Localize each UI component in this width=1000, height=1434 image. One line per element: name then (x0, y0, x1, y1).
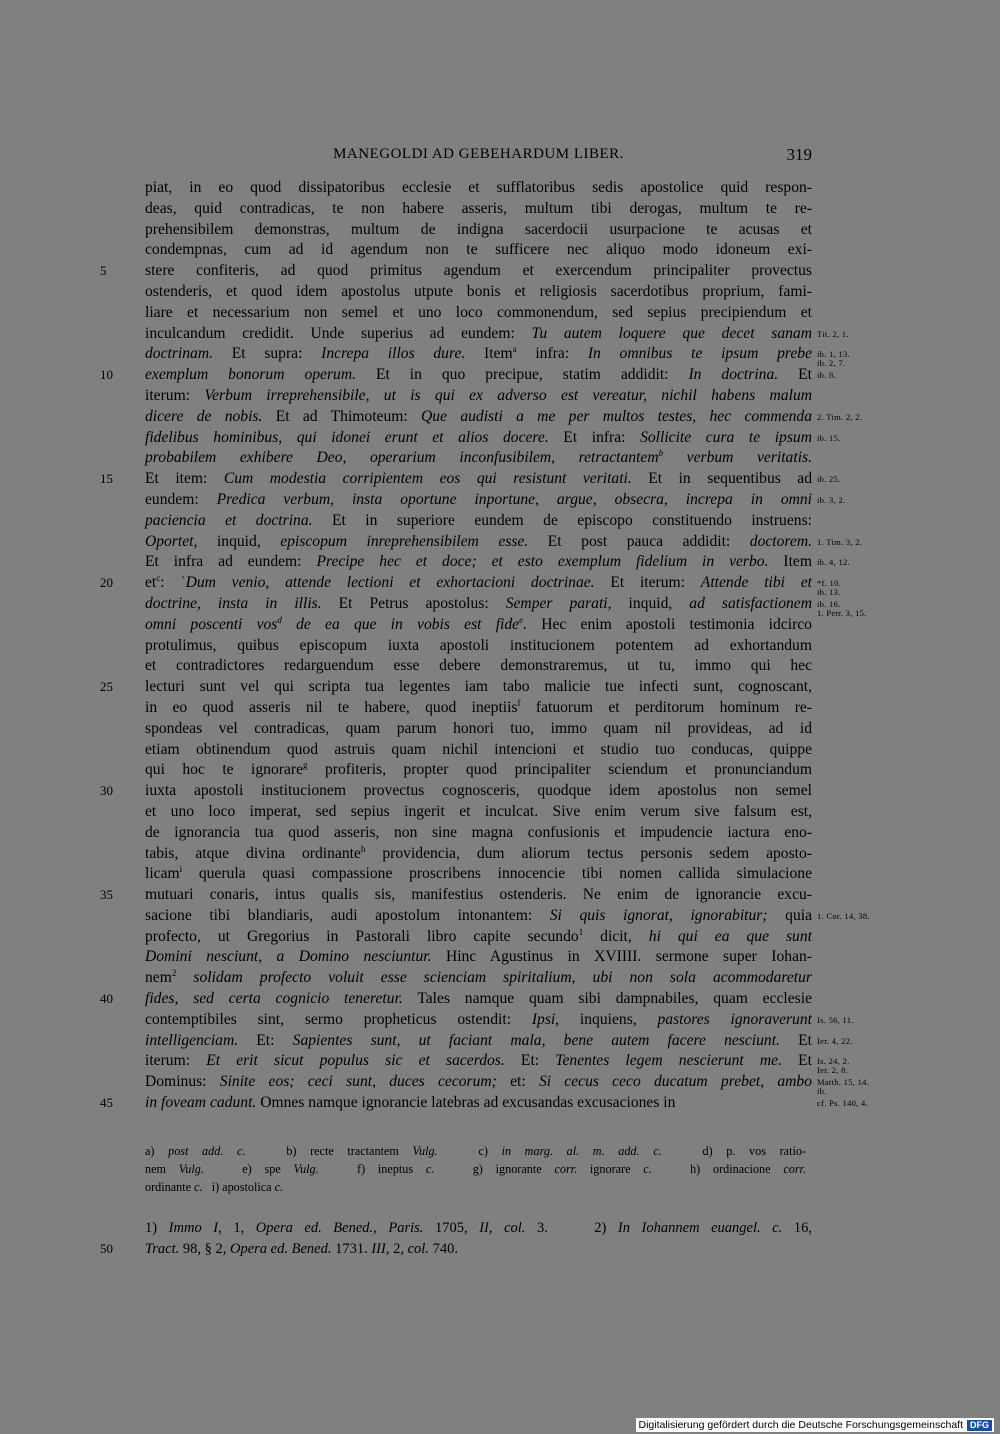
line-text: contemptibiles sint, sermo propheticus ostendit: Ipsi, inquiens, pastores ignoraverunt (145, 1010, 812, 1028)
line-text: de ignorancia tua quod asseris, non sine magna confusionis et impudencie iactura eno- (145, 823, 812, 841)
text-line (0, 220, 1000, 241)
line-text: inculcandum credidit. Unde superius ad eundem: Tu autem loquere que decet sanam (145, 324, 812, 342)
text-line (0, 448, 1000, 469)
text-line (0, 740, 1000, 761)
line-text: dicere de nobis. Et ad Thimoteum: Que audisti a me per multos testes, hec commenda (145, 407, 813, 425)
marginal-reference: ib. 25. (817, 474, 841, 485)
text-line (0, 885, 1000, 906)
line-text: Et infra ad eundem: Precipe hec et doce; et esto exemplum fidelium in verbo. Item (145, 553, 812, 571)
line-text: nem$^2$ solidam profecto voluit esse scienciam spiritalium, ubi non sola acommodaretur (145, 968, 812, 987)
marginal-reference: ib. 15. (817, 432, 841, 443)
text-line (0, 511, 1000, 532)
text-line (0, 324, 1000, 345)
marginal-reference: 2. Tim. 2, 2. (817, 411, 863, 422)
line-text: etiam obtinendum quod astruis quam nichil intencioni et studio tuo conducas, quippe (145, 740, 812, 758)
text-line (0, 594, 1000, 618)
marginal-reference: Tit. 2, 1. (817, 328, 849, 339)
marginal-reference: Is. 56, 11. (817, 1014, 854, 1025)
text-line (0, 989, 1000, 1010)
text-line (0, 1051, 1000, 1076)
page-number: 319 (786, 145, 812, 164)
marginal-reference: Ier. 4, 22. (817, 1035, 853, 1046)
line-text: spondeas vel contradicas, quam parum honori tuo, immo quam nil provideas, ad id (145, 719, 812, 737)
text-line (0, 490, 1000, 511)
text-line (0, 636, 1000, 657)
dfg-logo: DFG (967, 1420, 992, 1431)
text-line (0, 906, 1000, 927)
running-title: MANEGOLDI AD GEBEHARDUM LIBER. (333, 146, 624, 162)
line-number: 20 (100, 575, 113, 591)
line-text: iterum: Verbum irreprehensibile, ut is qui ex adverso est vereatur, nichil habens malum (145, 386, 812, 404)
line-text: condempnas, cum ad id agendum non te sufficere nec aliquo modo idoneum exi- (145, 241, 812, 259)
line-text: probabilem exhibere Deo, operarium inconfusibilem, retractantem$^b$ verbum veritatis. (145, 448, 812, 467)
marginal-reference: ib. 16. 1. Petr. 3, 15. (817, 598, 867, 618)
marginal-reference: cf. Ps. 140, 4. (817, 1098, 869, 1109)
line-text: $et^c$: ˈDum venio, attende lectioni et exhortacioni doctrinae. Et iterum: Attende tibi et (145, 572, 813, 592)
line-text: Oportet, inquid, episcopum inreprehensibilem esse. Et post pauca addidit: doctorem. (145, 532, 812, 550)
text-line (0, 532, 1000, 553)
line-number: 45 (100, 1095, 113, 1111)
marginal-reference: ib. 1, 13. ib. 2, 7. (817, 349, 850, 369)
line-text: Et item: Cum modestia corripientem eos qui resistunt veritati. Et in sequentibus ad (145, 470, 813, 488)
line-text: lecturi sunt vel qui scripta tua legentes iam tabo malicie tue infecti sunt, cognoscant, (145, 678, 812, 696)
line-number: 40 (100, 991, 113, 1007)
line-text: profecto, ut Gregorius in Pastorali libro capite secundo$^1$ dicit, hi qui ea que sunt (145, 926, 812, 945)
line-text: deas, quid contradicas, te non habere asseris, multum tibi derogas, multum te re- (145, 199, 812, 217)
line-number: 15 (100, 471, 113, 487)
text-line (0, 178, 1000, 199)
text-line (0, 947, 1000, 968)
apparatus-text: ordinante c. i) apostolica c. (145, 1180, 284, 1194)
line-number: 25 (100, 679, 113, 695)
text-line (0, 698, 1000, 719)
text-line (0, 199, 1000, 220)
apparatus-line (0, 1178, 1000, 1196)
apparatus-line (0, 1142, 1000, 1160)
marginal-reference: 1. Tim. 3, 2. (817, 536, 863, 547)
text-line (0, 469, 1000, 490)
line-number: 10 (100, 367, 113, 383)
line-text: doctrine, insta in illis. Et Petrus apostolus: Semper parati, inquid, ad satisfactionem (145, 594, 812, 612)
line-text: fides, sed certa cognicio teneretur. Tales namque quam sibi dampnabiles, quam ecclesie (145, 990, 813, 1008)
text-line (0, 365, 1000, 386)
apparatus-text: nem Vulg. e) spe Vulg. f) ineptus c. g) ignorante corr. ignorare c. h) ordinacione corr. (145, 1162, 806, 1176)
marginal-reference: ib. 8. (817, 370, 837, 381)
text-line (0, 407, 1000, 428)
line-text: licam$^i$ querula quasi compassione proscribens innocencie tibi nomen callida simulacione (145, 864, 812, 883)
text-line (0, 344, 1000, 369)
text-line (0, 719, 1000, 740)
line-text: Domini nesciunt, a Domino nesciuntur. Hinc Agustinus in XVIIII. sermone super Iohan- (145, 948, 812, 966)
line-text: ostenderis, et quod idem apostolus utpute bonis et religiosis sacerdotibus proprium, fami- (145, 282, 812, 300)
line-text: intelligenciam. Et: Sapientes sunt, ut faciant mala, bene autem facere nesciunt. Et (145, 1031, 812, 1049)
line-text: protulimus, quibus episcopum iuxta apostoli institucionem potentem ad exhortandum (145, 636, 812, 654)
text-line (0, 572, 1000, 598)
text-line (0, 864, 1000, 885)
line-text: 1) Immo I, 1, Opera ed. Bened., Paris. 1705, II, col. 3. 2) In Iohannem euangel. c. 16, (145, 1220, 813, 1236)
line-text: et uno loco imperat, sed sepius ingerit et inculcat. Sive enim verum sive falsum est, (145, 802, 812, 820)
line-number: 35 (100, 887, 113, 903)
line-text: tabis, atque divina ordinante$^h$ providencia, dum aliorum tectus personis sedem aposto- (145, 843, 812, 862)
marginal-reference: Is. 24, 2. Ier. 2, 8. (817, 1056, 850, 1076)
text-line (0, 844, 1000, 865)
line-text: paciencia et doctrina. Et in superiore eundem de episcopo constituendo instruens: (145, 511, 812, 529)
marginal-reference: 1. Cor. 14, 38. (817, 910, 870, 921)
marginal-reference: Matth. 15, 14. ib. (817, 1077, 870, 1097)
text-line (0, 823, 1000, 844)
line-text: et contradictores redarguendum esse debere demonstraremus, ut tu, immo qui hec (145, 657, 812, 675)
line-text: qui hoc te ignorare$^g$ profiteris, propter quod principaliter sciendum et pronunciandum (145, 760, 813, 779)
text-line (0, 1218, 1000, 1239)
text-line (0, 303, 1000, 324)
apparatus-text: a) post add. c. b) recte tractantem Vulg. c) in marg. al. m. add. c. d) p. vos ratio- (145, 1144, 807, 1158)
text-line (0, 1031, 1000, 1052)
marginal-reference: ib. 3, 2. (817, 494, 846, 505)
running-header (145, 146, 812, 170)
line-number: 50 (100, 1240, 113, 1256)
line-text: iterum: Et erit sicut populus sic et sacerdos. Et: Tenentes legem nescierunt me. Et (145, 1052, 812, 1070)
text-line (0, 677, 1000, 698)
text-line (0, 968, 1000, 989)
line-text: exemplum bonorum operum. Et in quo precipue, statim addidit: In doctrina. Et (145, 366, 812, 384)
line-text: piat, in eo quod dissipatoribus ecclesie et sufflatoribus sedis apostolice quid respon- (145, 179, 812, 196)
line-text: in eo quod asseris nil te habere, quod ineptiis$^f$ fatuorum et perditorum hominum re- (145, 697, 813, 716)
line-text: stere confiteris, ad quod primitus agendum et exercendum principaliter provectus (145, 262, 812, 280)
line-text: Tract. 98, § 2, Opera ed. Bened. 1731. III, 2, col. 740. (145, 1240, 458, 1257)
text-line (0, 386, 1000, 407)
text-line (0, 927, 1000, 948)
text-line (0, 1010, 1000, 1031)
line-text: Dominus: Sinite eos; ceci sunt, duces cecorum; et: Si cecus ceco ducatum prebet, ambo (145, 1073, 812, 1091)
credit-text: Digitalisierung gefördert durch die Deutsche Forschungsgemeinschaft (638, 1419, 963, 1431)
line-text: mutuari conaris, intus qualis sis, manifestius ostenderis. Ne enim de ignorancie excu- (145, 886, 812, 904)
source-footnotes (0, 1218, 1000, 1260)
text-line (0, 552, 1000, 573)
text-line (0, 1093, 1000, 1114)
line-text: iuxta apostoli institucionem provectus cognosceris, quodque idem apostolus non semel (145, 782, 812, 800)
line-text: omni poscenti vos$^d$ de ea que in vobis est fide$^e$. Hec enim apostoli testimonia idcirco (145, 614, 812, 633)
marginal-reference: ib. 4, 12. (817, 557, 850, 568)
marginal-reference: *f. 10. ib. 13. (817, 578, 842, 598)
apparatus-line (0, 1160, 1000, 1178)
text-line (0, 282, 1000, 303)
line-text: liare et necessarium non semel et uno loco commonendum, sed sepius precipiendum et (145, 303, 812, 321)
line-text: doctrinam. Et supra: Increpa illos dure. Item$^a$ infra: In omnibus te ipsum prebe (145, 344, 812, 363)
text-line (0, 1072, 1000, 1097)
line-text: in foveam cadunt. Omnes namque ignorancie latebras ad excusandas excusaciones in (145, 1094, 676, 1112)
text-line (0, 781, 1000, 802)
line-text: prehensibilem demonstras, multum de indigna sacerdocii usurpacione te acusas et (145, 220, 812, 238)
line-number: 5 (100, 263, 107, 279)
line-text: sacione tibi blandiaris, audi apostolum intonantem: Si quis ignorat, ignorabitur; quia (145, 906, 812, 924)
digitization-credit (636, 1418, 994, 1432)
text-line (0, 802, 1000, 823)
text-line (0, 428, 1000, 449)
text-line (0, 261, 1000, 282)
line-number: 30 (100, 783, 113, 799)
line-text: eundem: Predica verbum, insta oportune inportune, argue, obsecra, increpa in omni (145, 490, 813, 508)
text-line (0, 240, 1000, 261)
critical-apparatus (0, 1142, 1000, 1196)
text-line (0, 615, 1000, 636)
text-line (0, 656, 1000, 677)
main-text (0, 178, 1000, 1114)
line-text: fidelibus hominibus, qui idonei erunt et alios docere. Et infra: Sollicite cura te ipsum (145, 428, 812, 446)
text-line (0, 760, 1000, 781)
text-line (0, 1239, 1000, 1260)
